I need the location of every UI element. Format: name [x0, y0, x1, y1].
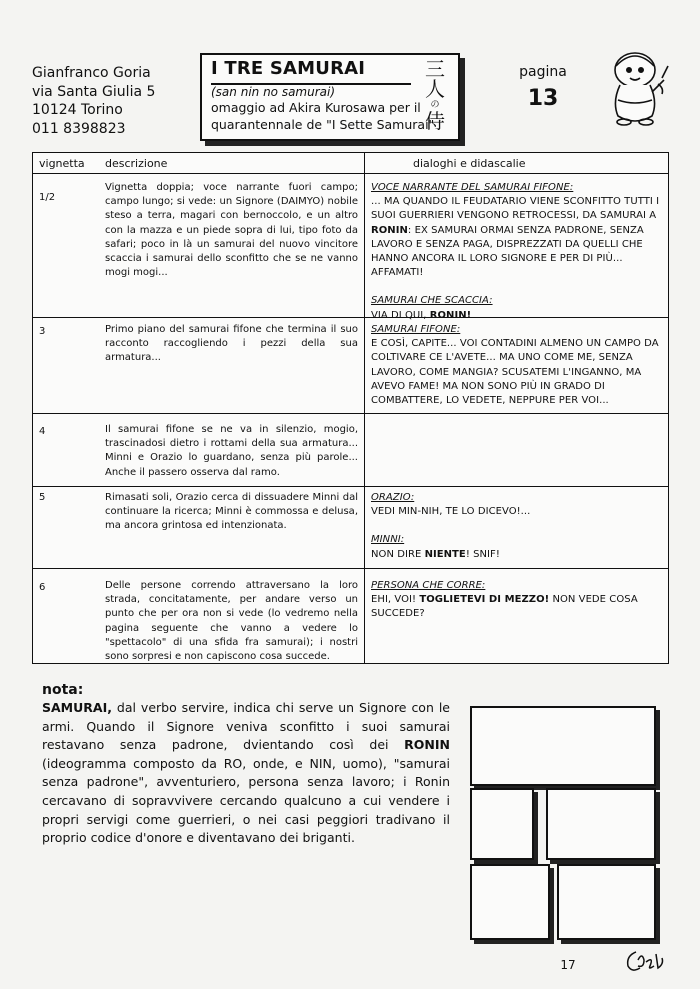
speaker-label: VOCE NARRANTE DEL SAMURAI FIFONE:	[371, 182, 574, 193]
panel-number: 3	[39, 326, 46, 337]
header-dialoghi: dialoghi e didascalie	[413, 157, 526, 170]
kanji-nin: 人	[425, 77, 445, 101]
row-divider	[33, 486, 668, 487]
panel-dialogue	[371, 491, 663, 562]
panel-description: Delle persone correndo attraversano la loro strada, concitatamente, per andare verso un punto che per ora non si vede (lo vedremo nella pagina seguente che vanno a vedere lo "spettacolo" di una sfida fra samurai); i nostri sono sorpresi e non capiscono cosa succede.	[105, 580, 358, 663]
speaker-label: PERSONA CHE CORRE:	[371, 580, 486, 591]
row-divider	[33, 568, 668, 569]
layout-panel-5	[470, 864, 550, 940]
kanji-samurai: 侍	[425, 109, 445, 133]
layout-panel-4	[546, 788, 656, 860]
panel-number: 6	[39, 582, 46, 593]
speaker-label: ORAZIO:	[371, 492, 415, 503]
panel-description: Primo piano del samurai fifone che termina il suo racconto raccogliendo i pezzi della sua armatura...	[105, 324, 358, 364]
story-subtitle: (san nin no samurai)	[211, 85, 336, 99]
note-text: SAMURAI, dal verbo servire, indica chi serve un Signore con le armi. Quando il Signore veniva sconfitto i suoi samurai restavano senza padrone, dvientando così dei RONIN (ideogramma composto da RO, onde, e NIN, uomo), "samurai senza padrone", avventuriero, persona senza lavoro; i Ronin cercavano di sopravvivere cercando qualcuno a cui vendere i propri servigi come guerrieri, o nei casi peggiori tradivano il proprio codice d'onore e diventavano dei briganti.	[42, 700, 450, 846]
mascot-drawing	[602, 40, 672, 130]
header-divider	[33, 173, 668, 174]
dialogue-line: VEDI MIN-NIH, TE LO DICEVO!...	[371, 506, 531, 518]
panel-number: 1/2	[39, 192, 56, 203]
panel-dialogue	[371, 579, 663, 622]
speaker-label: MINNI:	[371, 534, 405, 546]
title-box	[200, 53, 460, 141]
script-table	[32, 152, 669, 664]
layout-panel-1-2	[470, 706, 656, 786]
panel-number: 4	[39, 426, 46, 437]
dialogue-line: VIA DI QUI, RONIN!	[371, 309, 472, 321]
column-divider	[364, 153, 365, 663]
row-divider	[33, 413, 668, 414]
author-name: Gianfranco Goria	[32, 65, 151, 81]
dialogue-line: ... MA QUANDO IL FEUDATARIO VIENE SCONFITTO TUTTI I SUOI GUERRIERI VENGONO RETROCESSI, DA SAMURAI A RONIN: EX SAMURAI ORMAI SENZA PADRONE, SENZA LAVORO E SENZA PAGA, DISPREZZATI DA QUELLI CHE HANNO ANCORA IL LORO SIGNORE E PER DI PIÙ... AFFAMATI!	[371, 196, 660, 279]
author-street: via Santa Giulia 5	[32, 83, 156, 100]
panel-description: Rimasati soli, Orazio cerca di dissuadere Minni dal continuare la ricerca; Minni è commossa e delusa, ma ancora grintosa ed intenzionata.	[105, 492, 358, 532]
dialogue-line: E COSÌ, CAPITE... VOI CONTADINI ALMENO UN CAMPO DA COLTIVARE CE L'AVETE... MA UNO COME ME, SENZA LAVORO, COME MANGIA? SCUSATEMI L'INGANNO, MA AVEVO FAME! MA NON SONO PIÙ IN GRADO DI COMBATTERE, LO VEDETE, NEPPURE PER VOI...	[371, 338, 659, 407]
kanji-title	[422, 59, 448, 131]
panel-dialogue	[371, 323, 663, 408]
speaker-label: SAMURAI CHE SCACCIA:	[371, 295, 493, 307]
note-heading: nota:	[42, 682, 84, 698]
kanji-no: の	[430, 100, 440, 110]
author-phone: 011 8398823	[32, 120, 126, 137]
panel-number: 5	[39, 492, 46, 503]
page-label: pagina	[519, 64, 567, 80]
panel-description: Vignetta doppia; voce narrante fuori campo; campo lungo; si vede: un Signore (DAIMYO) nobile steso a terra, magari con bernoccolo, e un altro con la mazza e un piede sopra di lui, tipo foto da safari; poco in là un samurai del nuovo vincitore scaccia i samurai dello sconfitto che se ne vanno mogi mogi...	[105, 182, 358, 279]
dedication-line-2: quarantennale de "I Sette Samurai"	[211, 117, 435, 132]
dialogue-line: EHI, VOI! TOGLIETEVI DI MEZZO! NON VEDE COSA SUCCEDE?	[371, 594, 638, 620]
story-title: I TRE SAMURAI	[211, 58, 366, 79]
signature-logo	[624, 946, 668, 974]
author-city: 10124 Torino	[32, 102, 123, 118]
author-address	[32, 64, 155, 138]
header-vignetta: vignetta	[39, 157, 85, 170]
dedication-line-1: omaggio ad Akira Kurosawa per il	[211, 100, 421, 115]
speaker-label: SAMURAI FIFONE:	[371, 324, 461, 335]
dialogue-line: NON DIRE NIENTE! SNIF!	[371, 548, 500, 560]
layout-panel-3	[470, 788, 534, 860]
kanji-san: 三	[425, 57, 445, 81]
panel-description: Il samurai fifone se ne va in silenzio, mogio, trascinadosi dietro i rottami della sua armatura... Minni e Orazio lo guardano, senza più parole... Anche il passero osserva dal ramo.	[105, 424, 358, 478]
layout-panel-6	[557, 864, 656, 940]
header-descrizione: descrizione	[105, 157, 168, 170]
panel-dialogue	[371, 181, 663, 323]
page-number: 13	[527, 86, 559, 111]
sheet-number: 17	[560, 958, 576, 972]
